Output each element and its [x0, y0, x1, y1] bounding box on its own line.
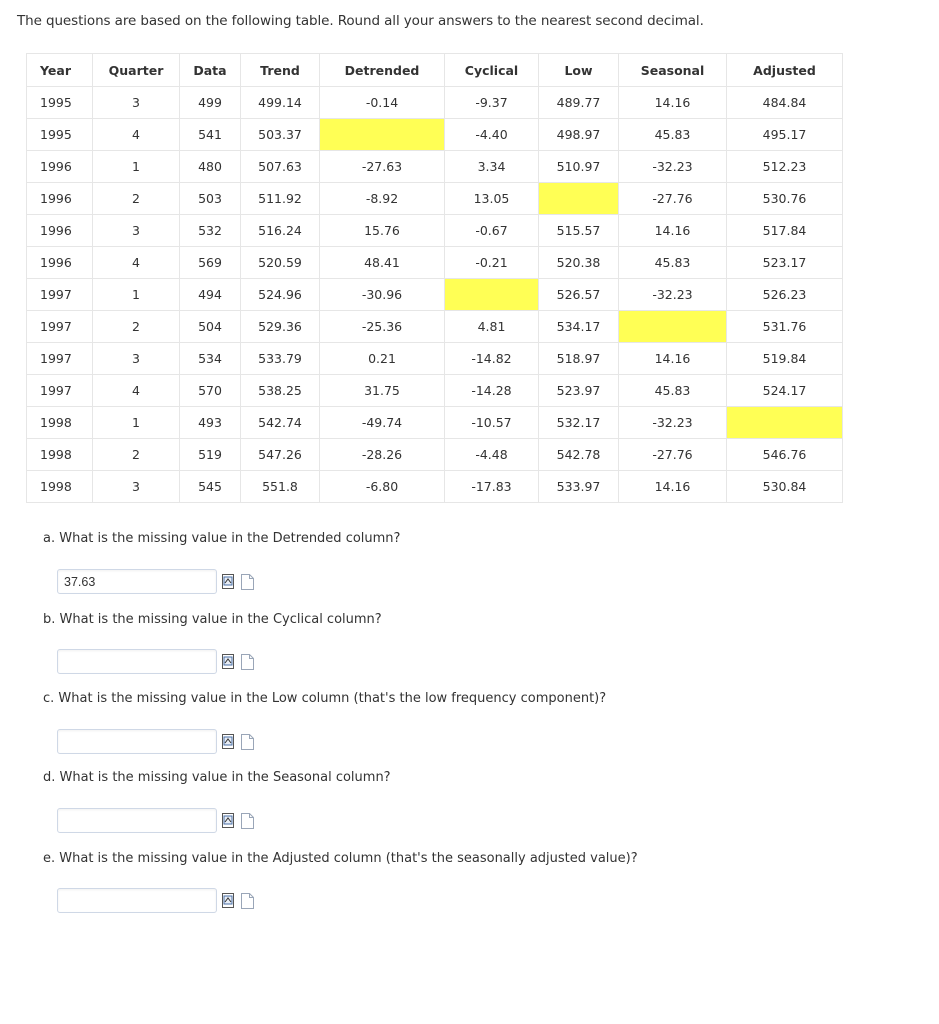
- header-low: Low: [539, 54, 619, 87]
- cell-adjusted: 524.17: [727, 375, 843, 407]
- cell-seasonal: 45.83: [619, 119, 727, 151]
- cell-year: 1996: [27, 247, 93, 279]
- header-data: Data: [180, 54, 241, 87]
- cell-trend: 551.8: [241, 471, 320, 503]
- cell-adjusted: 530.84: [727, 471, 843, 503]
- cell-low: 523.97: [539, 375, 619, 407]
- data-table: [26, 53, 843, 503]
- cell-year: 1997: [27, 311, 93, 343]
- table-row: [27, 375, 843, 407]
- cell-trend: 499.14: [241, 87, 320, 119]
- cell-data: 541: [180, 119, 241, 151]
- question-d: d. What is the missing value in the Seasonal column?: [43, 770, 391, 785]
- table-row: [27, 119, 843, 151]
- cell-detrended: 48.41: [320, 247, 445, 279]
- table-row: [27, 311, 843, 343]
- document-preview-icon[interactable]: [222, 893, 236, 909]
- cell-data: 504: [180, 311, 241, 343]
- table-row: [27, 407, 843, 439]
- cell-quarter: 3: [93, 471, 180, 503]
- cell-trend: 511.92: [241, 183, 320, 215]
- cell-trend: 520.59: [241, 247, 320, 279]
- blank-document-icon[interactable]: [241, 574, 255, 590]
- cell-detrended: -8.92: [320, 183, 445, 215]
- cell-detrended: 31.75: [320, 375, 445, 407]
- blank-document-icon[interactable]: [241, 893, 255, 909]
- blank-document-icon[interactable]: [241, 813, 255, 829]
- cell-year: 1997: [27, 343, 93, 375]
- cell-cyclical: 4.81: [445, 311, 539, 343]
- cell-cyclical: -4.48: [445, 439, 539, 471]
- cell-detrended: -6.80: [320, 471, 445, 503]
- table-row: [27, 247, 843, 279]
- cell-seasonal: 14.16: [619, 343, 727, 375]
- cell-year: 1998: [27, 439, 93, 471]
- cell-low: 533.97: [539, 471, 619, 503]
- cell-trend: 503.37: [241, 119, 320, 151]
- cell-quarter: 1: [93, 151, 180, 183]
- answer-input-c[interactable]: [57, 729, 217, 754]
- cell-low: 532.17: [539, 407, 619, 439]
- cell-data: 570: [180, 375, 241, 407]
- answer-input-b[interactable]: [57, 649, 217, 674]
- answer-row-d: [57, 806, 255, 835]
- answer-row-c: [57, 727, 255, 756]
- cell-cyclical: -9.37: [445, 87, 539, 119]
- cell-seasonal: -27.76: [619, 183, 727, 215]
- cell-low: 542.78: [539, 439, 619, 471]
- cell-seasonal: -32.23: [619, 279, 727, 311]
- missing-adjusted-cell: [727, 407, 843, 439]
- cell-trend: 533.79: [241, 343, 320, 375]
- answer-input-e[interactable]: [57, 888, 217, 913]
- cell-seasonal: -32.23: [619, 407, 727, 439]
- document-preview-icon[interactable]: [222, 813, 236, 829]
- cell-data: 499: [180, 87, 241, 119]
- cell-quarter: 2: [93, 183, 180, 215]
- cell-cyclical: -17.83: [445, 471, 539, 503]
- cell-trend: 516.24: [241, 215, 320, 247]
- cell-trend: 507.63: [241, 151, 320, 183]
- table-row: [27, 183, 843, 215]
- cell-year: 1998: [27, 407, 93, 439]
- cell-quarter: 1: [93, 407, 180, 439]
- cell-quarter: 4: [93, 247, 180, 279]
- answer-row-e: [57, 886, 255, 915]
- cell-adjusted: 531.76: [727, 311, 843, 343]
- question-b: b. What is the missing value in the Cyclical column?: [43, 612, 382, 627]
- header-quarter: Quarter: [93, 54, 180, 87]
- cell-adjusted: 526.23: [727, 279, 843, 311]
- cell-quarter: 3: [93, 215, 180, 247]
- missing-low-cell: [539, 183, 619, 215]
- cell-low: 534.17: [539, 311, 619, 343]
- header-seasonal: Seasonal: [619, 54, 727, 87]
- cell-seasonal: 14.16: [619, 87, 727, 119]
- cell-low: 510.97: [539, 151, 619, 183]
- cell-seasonal: 45.83: [619, 247, 727, 279]
- cell-cyclical: -4.40: [445, 119, 539, 151]
- cell-seasonal: 14.16: [619, 471, 727, 503]
- table-row: [27, 439, 843, 471]
- cell-detrended: -28.26: [320, 439, 445, 471]
- blank-document-icon[interactable]: [241, 654, 255, 670]
- cell-quarter: 4: [93, 375, 180, 407]
- cell-adjusted: 512.23: [727, 151, 843, 183]
- instructions-text: The questions are based on the following table. Round all your answers to the nearest second decimal.: [17, 13, 704, 29]
- cell-quarter: 3: [93, 87, 180, 119]
- table-row: [27, 215, 843, 247]
- cell-year: 1996: [27, 215, 93, 247]
- blank-document-icon[interactable]: [241, 734, 255, 750]
- header-adjusted: Adjusted: [727, 54, 843, 87]
- cell-adjusted: 495.17: [727, 119, 843, 151]
- cell-adjusted: 530.76: [727, 183, 843, 215]
- cell-adjusted: 484.84: [727, 87, 843, 119]
- table-row: [27, 87, 843, 119]
- cell-adjusted: 523.17: [727, 247, 843, 279]
- missing-seasonal-cell: [619, 311, 727, 343]
- cell-low: 489.77: [539, 87, 619, 119]
- cell-cyclical: 3.34: [445, 151, 539, 183]
- cell-cyclical: -0.67: [445, 215, 539, 247]
- cell-year: 1997: [27, 375, 93, 407]
- cell-detrended: -25.36: [320, 311, 445, 343]
- cell-trend: 538.25: [241, 375, 320, 407]
- answer-input-a[interactable]: [57, 569, 217, 594]
- cell-seasonal: -32.23: [619, 151, 727, 183]
- cell-detrended: -0.14: [320, 87, 445, 119]
- question-e: e. What is the missing value in the Adjusted column (that's the seasonally adjusted value)?: [43, 851, 638, 866]
- cell-detrended: -49.74: [320, 407, 445, 439]
- answer-input-d[interactable]: [57, 808, 217, 833]
- cell-detrended: -27.63: [320, 151, 445, 183]
- header-cyclical: Cyclical: [445, 54, 539, 87]
- cell-low: 498.97: [539, 119, 619, 151]
- missing-cyclical-cell: [445, 279, 539, 311]
- cell-data: 494: [180, 279, 241, 311]
- cell-trend: 542.74: [241, 407, 320, 439]
- cell-quarter: 4: [93, 119, 180, 151]
- cell-year: 1995: [27, 119, 93, 151]
- cell-year: 1998: [27, 471, 93, 503]
- cell-cyclical: -0.21: [445, 247, 539, 279]
- table-row: [27, 343, 843, 375]
- cell-data: 519: [180, 439, 241, 471]
- answer-row-b: [57, 647, 255, 676]
- cell-cyclical: 13.05: [445, 183, 539, 215]
- cell-seasonal: 45.83: [619, 375, 727, 407]
- missing-detrended-cell: [320, 119, 445, 151]
- cell-seasonal: 14.16: [619, 215, 727, 247]
- cell-low: 518.97: [539, 343, 619, 375]
- cell-cyclical: -10.57: [445, 407, 539, 439]
- table-row: [27, 151, 843, 183]
- answer-row-a: [57, 567, 255, 596]
- cell-data: 493: [180, 407, 241, 439]
- cell-year: 1996: [27, 183, 93, 215]
- cell-adjusted: 546.76: [727, 439, 843, 471]
- header-year: Year: [27, 54, 93, 87]
- cell-data: 534: [180, 343, 241, 375]
- cell-data: 480: [180, 151, 241, 183]
- cell-low: 515.57: [539, 215, 619, 247]
- header-trend: Trend: [241, 54, 320, 87]
- cell-trend: 529.36: [241, 311, 320, 343]
- question-c: c. What is the missing value in the Low column (that's the low frequency component)?: [43, 691, 607, 706]
- cell-cyclical: -14.28: [445, 375, 539, 407]
- cell-quarter: 1: [93, 279, 180, 311]
- cell-quarter: 2: [93, 311, 180, 343]
- cell-year: 1996: [27, 151, 93, 183]
- cell-detrended: 15.76: [320, 215, 445, 247]
- cell-data: 545: [180, 471, 241, 503]
- table-row: [27, 471, 843, 503]
- cell-year: 1997: [27, 279, 93, 311]
- cell-data: 532: [180, 215, 241, 247]
- table-row: [27, 279, 843, 311]
- document-preview-icon[interactable]: [222, 734, 236, 750]
- question-a: a. What is the missing value in the Detrended column?: [43, 531, 401, 546]
- table-body: [27, 87, 843, 503]
- cell-year: 1995: [27, 87, 93, 119]
- cell-data: 503: [180, 183, 241, 215]
- cell-data: 569: [180, 247, 241, 279]
- cell-trend: 547.26: [241, 439, 320, 471]
- document-preview-icon[interactable]: [222, 574, 236, 590]
- cell-cyclical: -14.82: [445, 343, 539, 375]
- document-preview-icon[interactable]: [222, 654, 236, 670]
- cell-detrended: 0.21: [320, 343, 445, 375]
- header-detrended: Detrended: [320, 54, 445, 87]
- cell-low: 520.38: [539, 247, 619, 279]
- cell-adjusted: 517.84: [727, 215, 843, 247]
- cell-detrended: -30.96: [320, 279, 445, 311]
- cell-trend: 524.96: [241, 279, 320, 311]
- cell-seasonal: -27.76: [619, 439, 727, 471]
- table-header-row: [27, 54, 843, 87]
- cell-low: 526.57: [539, 279, 619, 311]
- cell-adjusted: 519.84: [727, 343, 843, 375]
- cell-quarter: 2: [93, 439, 180, 471]
- cell-quarter: 3: [93, 343, 180, 375]
